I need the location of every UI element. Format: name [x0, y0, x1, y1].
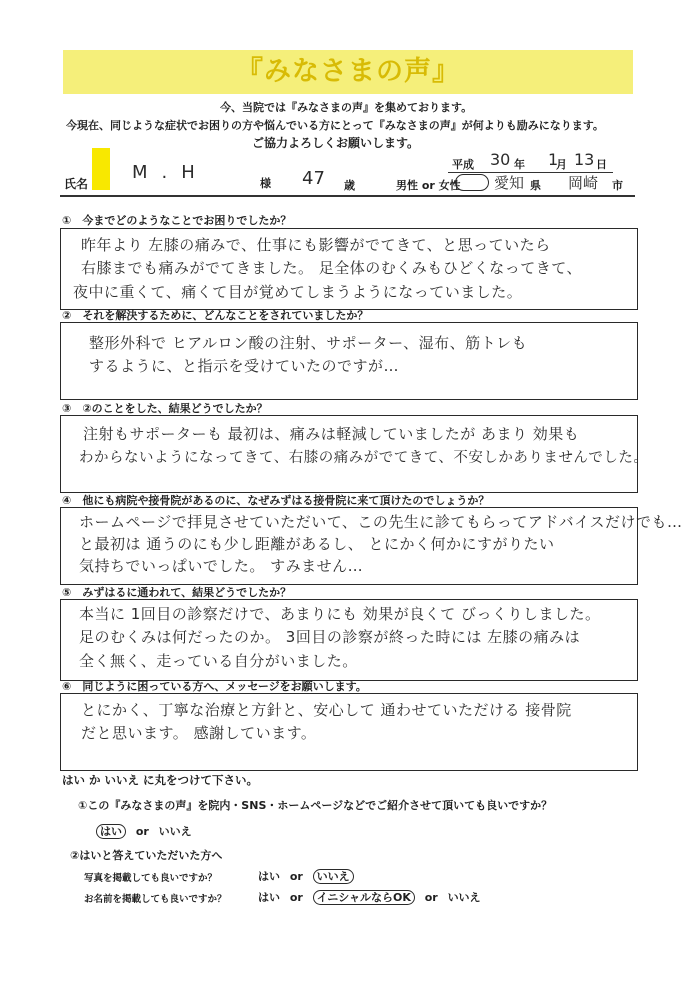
q5-answer-line-1: 本当に 1回目の診察だけで、あまりにも 効果が良くて びっくりしました。 — [79, 605, 601, 623]
year-value: 30 — [490, 150, 511, 169]
q5-answer-box — [60, 599, 638, 681]
intro-line-3: ご協力よろしくお願いします。 — [252, 136, 420, 150]
q5-answer-line-2: 足のむくみは何だったのか。 3回目の診察が終った時には 左膝の痛みは — [79, 628, 581, 646]
city-label: 市 — [612, 179, 623, 192]
q5-answer-line-3: 全く無く、走っている自分がいました。 — [79, 652, 358, 670]
gender-label: 男性 or 女性 — [396, 179, 461, 192]
q5-label — [62, 584, 291, 600]
q1-answer-line-2: 右膝までも痛みがでてきました。 足全体のむくみもひどくなってきて、 — [81, 259, 582, 277]
intro-line-1: 今、当院では『みなさまの声』を集めております。 — [220, 101, 473, 114]
q4-label — [62, 492, 489, 508]
footer-q1: ①この『みなさまの声』を院内・SNS・ホームページなどでご紹介させて頂いても良いですか？ — [78, 799, 553, 812]
q2-answer-line-2: するように、と指示を受けていたのですが… — [89, 357, 400, 375]
q2-label — [62, 307, 368, 323]
q6-number: ⑥ — [62, 680, 72, 693]
name-no: いいえ — [447, 891, 481, 904]
name-yes: はい — [258, 891, 280, 904]
photo-yes: はい — [258, 870, 280, 883]
q1-text: 今までどのようなことでお困りでしたか？ — [82, 214, 292, 227]
name-or-2: or — [424, 891, 438, 904]
month-value: 1 — [548, 150, 559, 169]
q3-label — [62, 400, 268, 416]
q2-answer-line-1: 整形外科で ヒアルロン酸の注射、サポーター、湿布、筋トレも — [89, 334, 528, 352]
photo-question: 写真を掲載しても良いですか？ — [84, 873, 218, 884]
q1-answer-line-3: 夜中に重くて、痛くて目が覚めてしまうようになっていました。 — [73, 283, 523, 301]
q3-answer-line-1: 注射もサポーターも 最初は、痛みは軽減していましたが あまり 効果も — [83, 425, 580, 443]
q2-answer-box — [60, 322, 638, 400]
q4-number: ④ — [62, 494, 72, 507]
q2-text: それを解決するために、どんなことをされていましたか？ — [82, 309, 369, 322]
name-underline — [60, 195, 635, 197]
q6-answer-line-1: とにかく、丁寧な治療と方針と、安心して 通わせていただける 接骨院 — [81, 701, 572, 719]
name-or: or — [289, 891, 303, 904]
q5-text: みずはるに通われて、結果どうでしたか？ — [82, 586, 292, 599]
era-label: 平成 — [452, 158, 474, 171]
year-label: 年 — [514, 158, 525, 171]
pref-label: 県 — [530, 179, 541, 192]
page-title: 『みなさまの声』 — [236, 56, 460, 87]
prefecture-value: 愛知 — [494, 174, 525, 192]
q4-answer-line-3: 気持ちでいっぱいでした。 すみません… — [79, 557, 364, 575]
photo-or: or — [289, 870, 303, 883]
q1-label — [62, 212, 291, 228]
photo-no-circle: いいえ — [313, 869, 354, 884]
q6-answer-line-2: だと思います。 感謝しています。 — [81, 724, 317, 742]
name-value: M.H — [132, 162, 209, 183]
q6-answer-box — [60, 693, 638, 771]
q4-answer-line-2: と最初は 通うのにも少し距離があるし、 とにかく何かにすがりたい — [79, 535, 555, 553]
name-initial-circle: イニシャルならOK — [313, 890, 415, 905]
month-label: 月 — [556, 158, 567, 171]
name-options — [258, 889, 481, 905]
name-label: 氏名 — [64, 177, 89, 191]
day-label: 日 — [596, 158, 607, 171]
name-question: お名前を掲載しても良いですか？ — [84, 894, 227, 905]
q1-yes-circle: はい — [96, 824, 126, 839]
q3-text: ②のことをした、結果どうでしたか？ — [82, 402, 268, 415]
q3-answer-line-2: わからないようになってきて、右膝の痛みがでてきて、不安しかありませんでした。 — [79, 450, 649, 466]
q4-text: 他にも病院や接骨院があるのに、なぜみずはる接骨院に来て頂けたのでしょうか？ — [82, 494, 490, 507]
q1-answer-box — [60, 228, 638, 310]
gender-circle — [455, 174, 489, 191]
q3-number: ③ — [62, 402, 72, 415]
footer-heading: はい か いいえ に丸をつけて下さい。 — [62, 773, 259, 787]
q6-text: 同じように困っている方へ、メッセージをお願いします。 — [82, 680, 367, 693]
q1-yes-option — [96, 823, 192, 839]
q6-label — [62, 678, 367, 694]
q1-no: いいえ — [158, 825, 192, 838]
age-label: 歳 — [344, 179, 355, 192]
intro-line-2: 今現在、同じような症状でお困りの方や悩んでいる方にとって『みなさまの声』が何よりも励みになります。 — [66, 119, 604, 132]
q4-answer-line-1: ホームページで拝見させていただいて、この先生に診てもらってアドバイスだけでも… — [79, 513, 683, 531]
name-highlight — [92, 148, 110, 190]
day-value: 13 — [574, 150, 595, 169]
city-value: 岡崎 — [568, 174, 599, 192]
photo-options — [258, 868, 354, 884]
footer-q2: ②はいと答えていただいた方へ — [70, 849, 223, 862]
age-value: 47 — [302, 168, 325, 189]
q5-number: ⑤ — [62, 586, 72, 599]
q4-answer-box — [60, 507, 683, 585]
q1-or: or — [135, 825, 149, 838]
q3-answer-box — [60, 415, 649, 493]
q1-number: ① — [62, 214, 72, 227]
sama-label: 様 — [260, 177, 271, 190]
q1-answer-line-1: 昨年より 左膝の痛みで、仕事にも影響がでてきて、と思っていたら — [81, 236, 551, 254]
q2-number: ② — [62, 309, 72, 322]
